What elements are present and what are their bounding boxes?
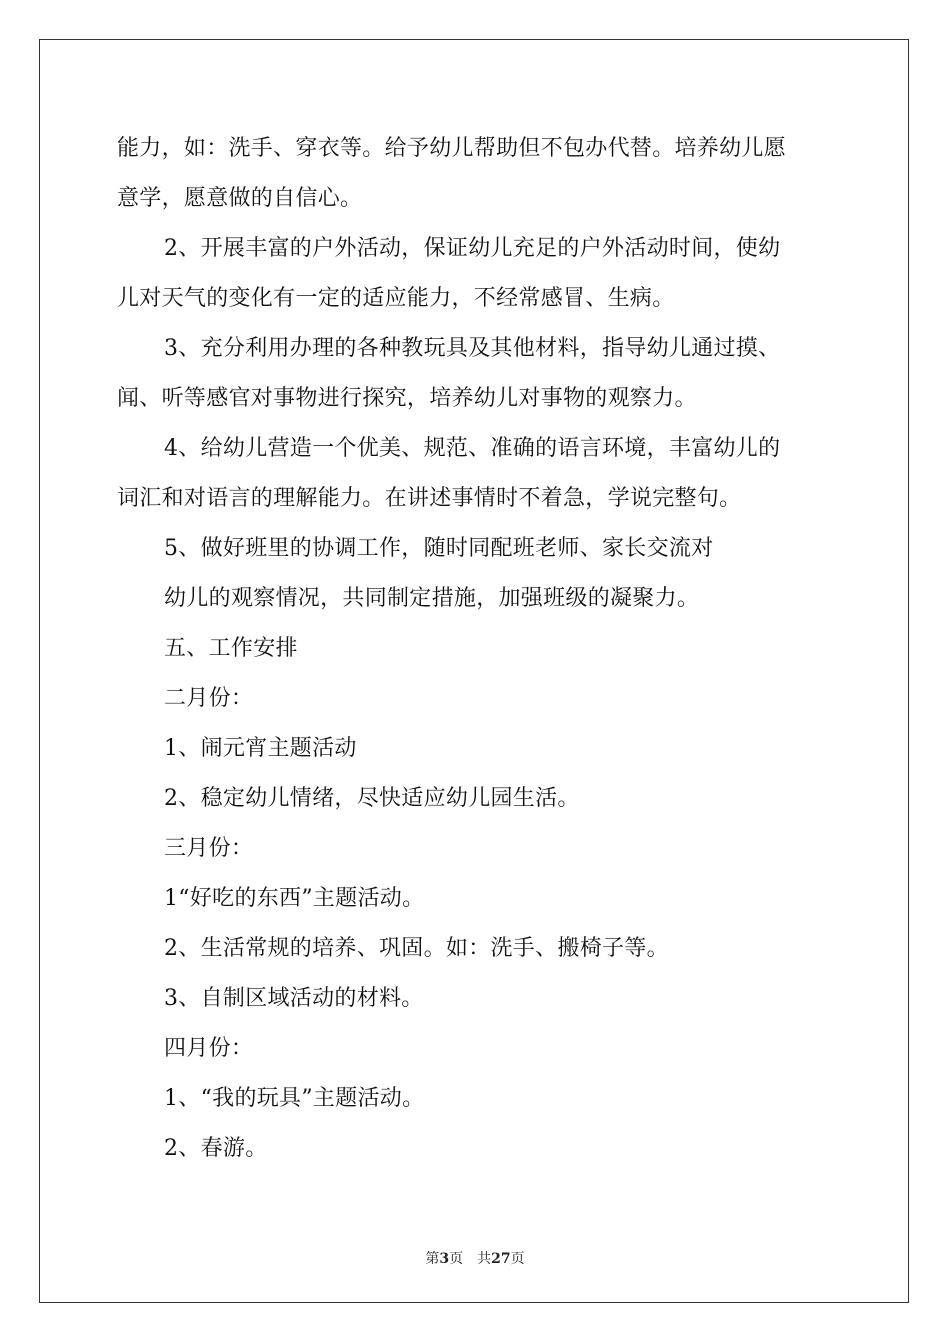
month-heading: 二月份：	[164, 686, 254, 711]
total-prefix: 共	[477, 1251, 492, 1267]
list-item: 1、“我的玩具”主题活动。	[164, 1086, 425, 1111]
text-line: 幼儿的观察情况，共同制定措施，加强班级的凝聚力。	[164, 586, 700, 611]
text-line: 儿对天气的变化有一定的适应能力，不经常感冒、生病。	[117, 286, 675, 311]
text-line: 4、给幼儿营造一个优美、规范、准确的语言环境，丰富幼儿的	[164, 436, 781, 461]
text-line: 2、开展丰富的户外活动，保证幼儿充足的户外活动时间，使幼	[164, 236, 781, 261]
text-line: 5、做好班里的协调工作，随时同配班老师、家长交流对	[164, 536, 714, 561]
list-item: 2、生活常规的培养、巩固。如：洗手、搬椅子等。	[164, 936, 669, 961]
page-number: 3	[439, 1251, 450, 1267]
text-line: 3、充分利用办理的各种教玩具及其他材料，指导幼儿通过摸、	[164, 336, 781, 361]
document-body	[117, 124, 837, 1174]
list-item: 1、闹元宵主题活动	[164, 736, 357, 761]
list-item: 2、稳定幼儿情绪，尽快适应幼儿园生活。	[164, 786, 580, 811]
total-suffix: 页	[510, 1251, 525, 1267]
month-heading: 三月份：	[164, 836, 254, 861]
list-item: 1“好吃的东西”主题活动。	[164, 886, 425, 911]
list-item: 2、春游。	[164, 1136, 268, 1161]
page-prefix: 第	[425, 1251, 440, 1267]
text-line: 能力，如：洗手、穿衣等。给予幼儿帮助但不包办代替。培养幼儿愿	[117, 136, 787, 161]
list-item: 3、自制区域活动的材料。	[164, 986, 424, 1011]
month-heading: 四月份：	[164, 1036, 254, 1061]
text-line: 闻、听等感官对事物进行探究，培养幼儿对事物的观察力。	[117, 386, 697, 411]
page-suffix: 页	[449, 1251, 464, 1267]
text-line: 词汇和对语言的理解能力。在讲述事情时不着急，学说完整句。	[117, 486, 742, 511]
total-pages: 27	[491, 1251, 511, 1267]
text-line: 意学，愿意做的自信心。	[117, 186, 363, 211]
section-heading: 五、工作安排	[164, 636, 298, 661]
page-footer	[0, 1248, 950, 1268]
